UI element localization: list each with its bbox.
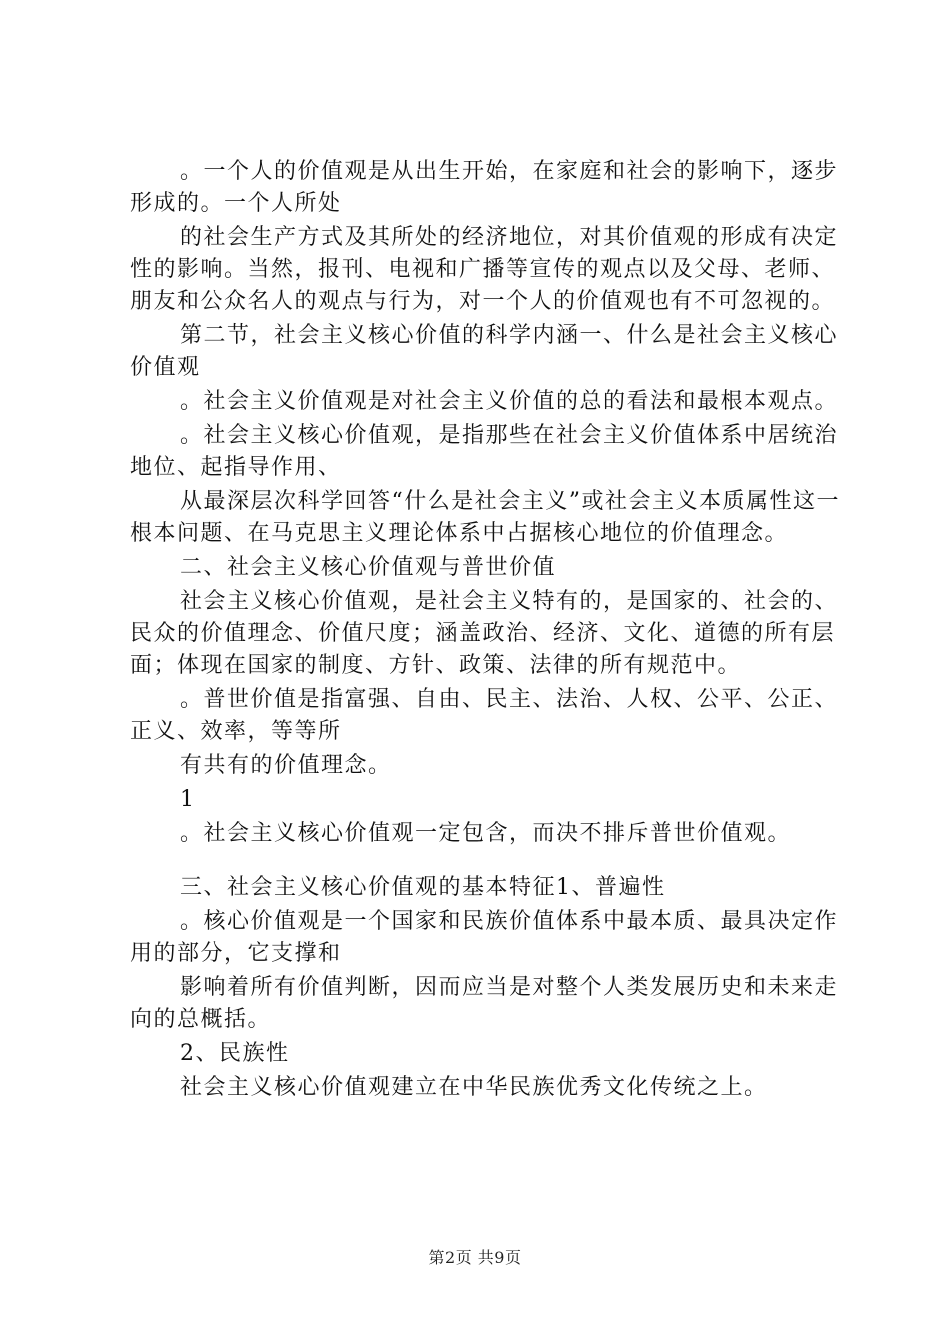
paragraph: 。普世价值是指富强、自由、民主、法治、人权、公平、公正、正义、效率，等等所 bbox=[130, 687, 839, 744]
page-number-inline: 1 bbox=[180, 787, 196, 812]
paragraph: 。社会主义核心价值观，是指那些在社会主义价值体系中居统治地位、起指导作用、 bbox=[130, 423, 839, 480]
paragraph: 。一个人的价值观是从出生开始，在家庭和社会的影响下，逐步形成的。一个人所处 bbox=[130, 159, 839, 216]
document-body bbox=[130, 156, 850, 1106]
paragraph: 有共有的价值理念。 bbox=[180, 753, 392, 778]
page-footer: 第2页 共9页 bbox=[428, 1248, 522, 1267]
section-heading: 二、社会主义核心价值观与普世价值 bbox=[180, 555, 557, 580]
paragraph: 从最深层次科学回答“什么是社会主义”或社会主义本质属性这一根本问题、在马克思主义理论体系中占据核心地位的价值理念。 bbox=[130, 489, 840, 546]
paragraph: 第二节，社会主义核心价值的科学内涵一、什么是社会主义核心价值观 bbox=[130, 323, 839, 380]
paragraph: 影响着所有价值判断，因而应当是对整个人类发展历史和未来走向的总概括。 bbox=[130, 975, 839, 1032]
subsection-heading: 2、民族性 bbox=[180, 1041, 290, 1066]
paragraph: 社会主义核心价值观，是社会主义特有的，是国家的、社会的、民众的价值理念、价值尺度；涵盖政治、经济、文化、道德的所有层面；体现在国家的制度、方针、政策、法律的所有规范中。 bbox=[130, 589, 839, 678]
paragraph: 。核心价值观是一个国家和民族价值体系中最本质、最具决定作用的部分，它支撑和 bbox=[130, 909, 839, 966]
paragraph: 。社会主义价值观是对社会主义价值的总的看法和最根本观点。 bbox=[180, 389, 839, 414]
section-heading: 三、社会主义核心价值观的基本特征1、普遍性 bbox=[180, 875, 666, 900]
paragraph: 的社会生产方式及其所处的经济地位，对其价值观的形成有决定性的影响。当然，报刊、电视和广播等宣传的观点以及父母、老师、朋友和公众名人的观点与行为，对一个人的价值观也有不可忽视的。 bbox=[130, 225, 839, 314]
paragraph: 。社会主义核心价值观一定包含，而决不排斥普世价值观。 bbox=[180, 821, 792, 846]
paragraph: 社会主义核心价值观建立在中华民族优秀文化传统之上。 bbox=[180, 1075, 768, 1100]
